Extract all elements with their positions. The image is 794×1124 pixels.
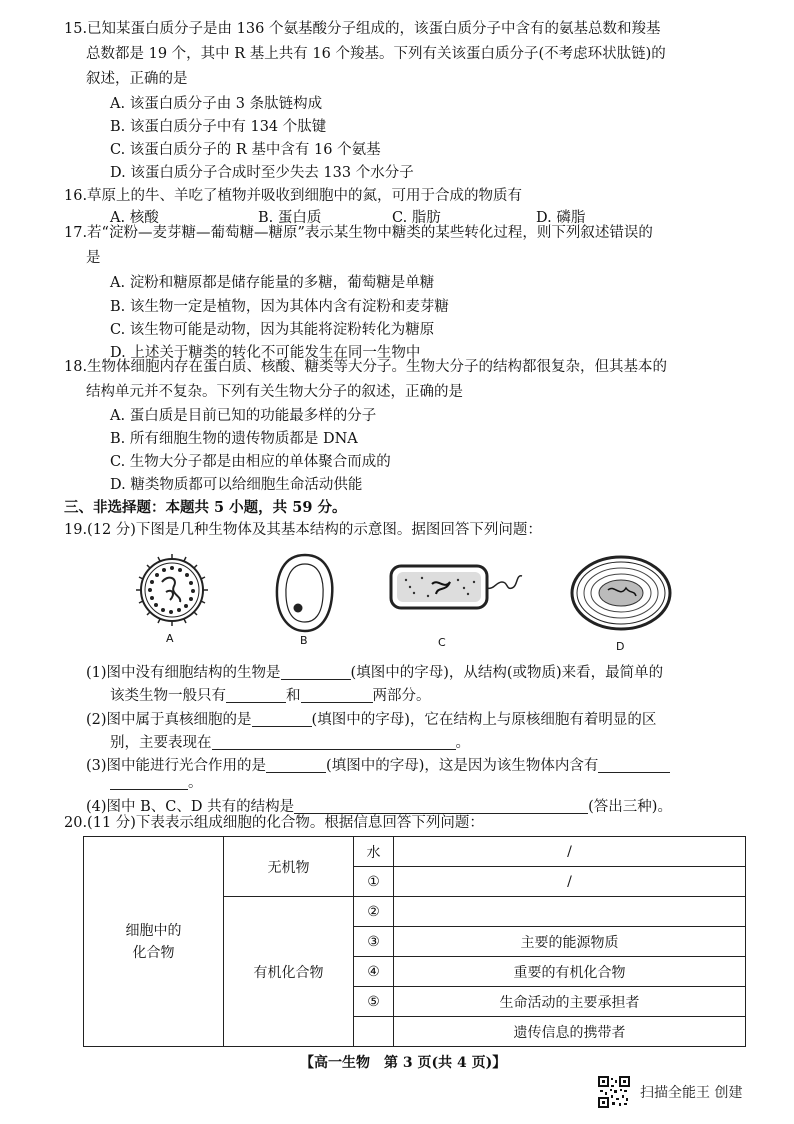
q18-stem-line1: 18.生物体细胞内存在蛋白质、核酸、糖类等大分子。生物大分子的结构都很复杂，但其基本的 (64, 359, 668, 375)
q19-stem: 19.(12 分)下图是几种生物体及其基本结构的示意图。据图回答下列问题： (64, 522, 542, 538)
q19-part2-text-b: (填图中的字母)，它在结构上与原核细胞有着明显的区 (311, 712, 657, 728)
figure-label-b: B (300, 634, 308, 647)
q15-option-a: A. 该蛋白质分子由 3 条肽链构成 (110, 96, 323, 112)
q15-stem-line2: 总数都是 19 个，其中 R 基上共有 16 个羧基。下列有关该蛋白质分子(不考虑环状肽链)的 (86, 46, 666, 62)
q15-stem-line3: 叙述，正确的是 (86, 71, 188, 87)
q19-part3-blank-2[interactable] (598, 756, 670, 773)
table-row-name: ② (354, 897, 394, 927)
q18-option-b: B. 所有细胞生物的遗传物质都是 DNA (110, 431, 358, 447)
q19-part3-blank-1[interactable] (266, 756, 326, 773)
q19-part3-line2 (110, 772, 203, 794)
cell-figure-b (272, 552, 338, 634)
table-root-label: 细胞中的 化合物 (125, 922, 182, 961)
q16-option-c: C. 脂肪 (392, 210, 441, 226)
virus-figure-a (128, 548, 216, 632)
compound-table (83, 836, 746, 1047)
q18-option-a: A. 蛋白质是目前已知的功能最多样的分子 (110, 408, 377, 424)
q19-part1-blank-2[interactable] (226, 686, 286, 703)
table-row-name: ④ (354, 957, 394, 987)
q19-part2-blank-1[interactable] (252, 710, 312, 727)
q19-part2-line2 (110, 732, 470, 754)
q19-part1-text-e: 两部分。 (372, 688, 431, 704)
q19-part1-blank-1[interactable] (281, 663, 351, 680)
q19-part1-blank-3[interactable] (301, 686, 373, 703)
q15-option-d: D. 该蛋白质分子合成时至少失去 133 个水分子 (110, 165, 414, 181)
q17-stem-line1: 17.若“淀粉—麦芽糖—葡萄糖—糖原”表示某生物中糖类的某些转化过程，则下列叙述错误的 (64, 225, 653, 241)
q16-option-b: B. 蛋白质 (258, 210, 322, 226)
q19-part2-text-d: 。 (455, 735, 470, 751)
bacterium-figure-c (388, 560, 528, 614)
q16-option-d: D. 磷脂 (536, 210, 586, 226)
q19-part4-text-b: (答出三种)。 (588, 799, 672, 815)
section3-heading: 三、非选择题：本题共 5 小题，共 59 分。 (64, 499, 347, 516)
figure-label-d: D (616, 640, 625, 653)
table-row-desc: / (394, 867, 746, 897)
table-row-name: ⑤ (354, 987, 394, 1017)
q19-part2-text-c: 别，主要表现在 (110, 735, 212, 751)
q19-part2-text-a: (2)图中属于真核细胞的是 (86, 712, 252, 728)
scanner-watermark: 扫描全能王 创建 (640, 1085, 743, 1101)
page-footer: 【高一生物 第 3 页(共 4 页)】 (300, 1055, 507, 1071)
table-row-desc: 主要的能源物质 (394, 927, 746, 957)
table-row-desc: 重要的有机化合物 (394, 957, 746, 987)
q20-stem: 20.(11 分)下表表示组成细胞的化合物。根据信息回答下列问题： (64, 815, 484, 831)
q19-part2-line1 (86, 709, 656, 731)
q15-option-c: C. 该蛋白质分子的 R 基中含有 16 个氨基 (110, 142, 381, 158)
q18-option-d: D. 糖类物质都可以给细胞生命活动供能 (110, 477, 363, 493)
q19-part4-text-a: (4)图中 B、C、D 共有的结构是 (86, 799, 295, 815)
table-row-name: ③ (354, 927, 394, 957)
table-row-desc: / (394, 837, 746, 867)
figure-label-a: A (166, 632, 174, 645)
q18-option-c: C. 生物大分子都是由相应的单体聚合而成的 (110, 454, 391, 470)
q19-part1-text-b: (填图中的字母)，从结构(或物质)来看，最简单的 (350, 665, 664, 681)
q17-stem-line2: 是 (86, 250, 101, 266)
q19-part3-text-b: (填图中的字母)，这是因为该生物体内含有 (326, 758, 599, 774)
q19-part3-text-a: (3)图中能进行光合作用的是 (86, 758, 267, 774)
q16-option-a: A. 核酸 (110, 210, 159, 226)
q15-stem-line1: 15.已知某蛋白质分子是由 136 个氨基酸分子组成的，该蛋白质分子中含有的氨基总数和羧基 (64, 21, 661, 37)
qr-code-icon (598, 1076, 630, 1108)
q19-part1-text-a: (1)图中没有细胞结构的生物是 (86, 665, 281, 681)
table-organic-cell: 有机化合物 (224, 897, 354, 1047)
q19-part1-line2 (110, 685, 431, 707)
q19-part3-text-c: 。 (188, 775, 203, 791)
figure-label-c: C (438, 636, 446, 649)
table-row-name: 水 (354, 837, 394, 867)
table-row-name (354, 1017, 394, 1047)
q17-option-c: C. 该生物可能是动物，因为其能将淀粉转化为糖原 (110, 322, 435, 338)
table-row-desc: 生命活动的主要承担者 (394, 987, 746, 1017)
table-row-name: ① (354, 867, 394, 897)
q17-option-b: B. 该生物一定是植物，因为其体内含有淀粉和麦芽糖 (110, 299, 449, 315)
table-row-desc: 遗传信息的携带者 (394, 1017, 746, 1047)
plant-cell-figure-d (568, 552, 674, 634)
q15-option-b: B. 该蛋白质分子中有 134 个肽键 (110, 119, 327, 135)
table-row-desc (394, 897, 746, 927)
q16-stem: 16.草原上的牛、羊吃了植物并吸收到细胞中的氮，可用于合成的物质有 (64, 188, 523, 204)
q18-stem-line2: 结构单元并不复杂。下列有关生物大分子的叙述，正确的是 (86, 384, 463, 400)
q17-option-a: A. 淀粉和糖原都是储存能量的多糖，葡萄糖是单糖 (110, 275, 435, 291)
q19-part2-blank-2[interactable] (212, 733, 456, 750)
q19-part1-line1 (86, 662, 663, 684)
table-root-cell (84, 837, 224, 1047)
q19-part3-blank-3[interactable] (110, 773, 188, 790)
q19-part1-text-d: 和 (286, 688, 301, 704)
q19-part1-text-c: 该类生物一般只有 (110, 688, 226, 704)
q17-option-d: D. 上述关于糖类的转化不可能发生在同一生物中 (110, 345, 421, 361)
table-inorganic-cell: 无机物 (224, 837, 354, 897)
